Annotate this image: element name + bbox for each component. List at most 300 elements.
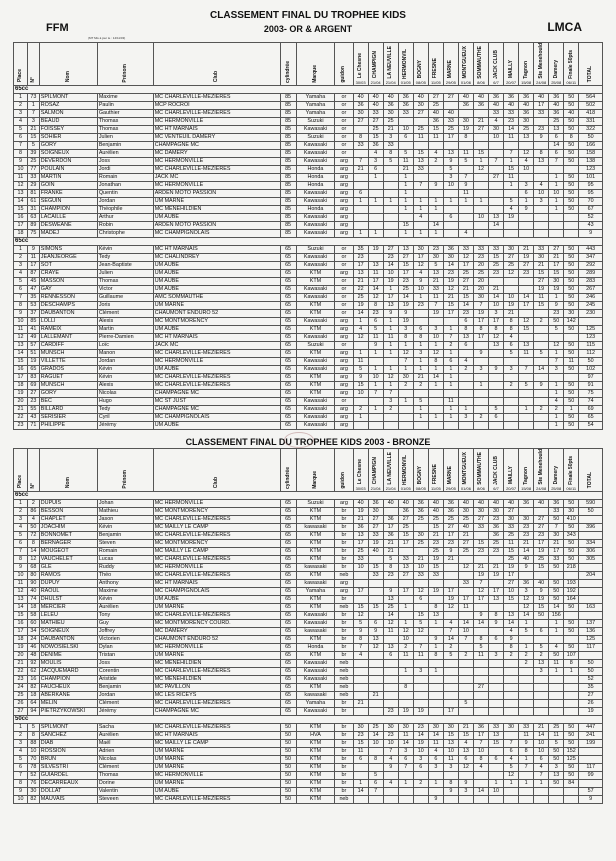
table-cell: 7	[458, 635, 473, 643]
table-cell: 23	[398, 277, 413, 285]
table-cell: DOLLAT	[39, 787, 97, 795]
table-cell: 15	[428, 523, 443, 531]
table-cell: Tedy	[97, 253, 153, 261]
table-cell	[458, 555, 473, 563]
table-cell: 1	[428, 205, 443, 213]
table-cell: 8	[368, 755, 383, 763]
table-cell: 46	[27, 643, 39, 651]
table-cell: 21	[519, 245, 534, 253]
table-cell	[489, 373, 504, 381]
table-cell: Thomas	[97, 277, 153, 285]
table-cell: SIMONS	[39, 245, 97, 253]
table-cell: Suzuki	[296, 245, 335, 253]
table-cell: 15	[368, 563, 383, 571]
table-cell: 107	[564, 651, 579, 659]
table-cell: 50	[564, 245, 579, 253]
table-cell: 19	[353, 507, 368, 515]
table-cell: DHULST	[39, 595, 97, 603]
table-cell: 27	[534, 523, 549, 531]
table-cell: Sacha	[97, 723, 153, 731]
table-cell: 50	[564, 381, 579, 389]
table-cell: 19	[14, 389, 28, 397]
table-cell: 23	[489, 269, 504, 277]
table-cell: 4	[353, 651, 368, 659]
table-cell: 36	[549, 93, 564, 101]
table-cell: 2	[14, 253, 28, 261]
table-cell: 23	[489, 515, 504, 523]
table-cell: 30	[473, 507, 488, 515]
table-cell	[519, 421, 534, 429]
table-cell: 8	[14, 301, 28, 309]
table-cell	[489, 675, 504, 683]
table-row	[14, 771, 603, 779]
table-cell	[564, 221, 579, 229]
table-row	[14, 659, 603, 667]
table-cell: 6	[413, 763, 428, 771]
table-cell: BILLARD	[39, 405, 97, 413]
table-cell: 12	[413, 261, 428, 269]
table-cell: 17	[353, 261, 368, 269]
table-cell: 15	[398, 261, 413, 269]
table-cell: 6	[458, 341, 473, 349]
table-cell	[504, 691, 519, 699]
table-cell: 12	[504, 771, 519, 779]
table-cell	[428, 627, 443, 635]
table-cell: 57	[579, 787, 603, 795]
table-cell: Christophe	[97, 229, 153, 237]
table-cell: or	[335, 93, 353, 101]
table-cell: 25	[504, 261, 519, 269]
table-cell: 1	[549, 667, 564, 675]
table-cell	[368, 587, 383, 595]
table-cell: Guillaume	[97, 293, 153, 301]
round-name: Finale 50pts	[567, 49, 574, 79]
table-cell	[473, 109, 488, 117]
table-cell: 14	[519, 611, 534, 619]
table-cell: 1	[383, 381, 398, 389]
table-cell	[504, 413, 519, 421]
table-cell: 50	[564, 643, 579, 651]
table-cell	[353, 173, 368, 181]
table-cell: 27	[504, 579, 519, 587]
table-cell: 21	[353, 165, 368, 173]
table-row	[14, 619, 603, 627]
table-cell: 306	[579, 547, 603, 555]
table-row	[14, 499, 603, 507]
table-cell: 10	[489, 133, 504, 141]
table-cell: 17	[383, 523, 398, 531]
table-cell: MC CHALINDREY	[153, 253, 280, 261]
table-cell: 9	[504, 635, 519, 643]
table-cell: 11	[504, 133, 519, 141]
table-cell	[458, 109, 473, 117]
table-cell: MAUVAIS	[39, 795, 97, 803]
table-cell: 7	[443, 627, 458, 635]
table-cell: Aurélien	[97, 603, 153, 611]
round-date: 15/08	[521, 485, 532, 491]
table-cell: 50	[564, 413, 579, 421]
table-cell: MC HERMONVILLE	[153, 157, 280, 165]
table-cell: 65	[280, 683, 296, 691]
table-cell: 49	[27, 333, 39, 341]
table-cell: 40	[368, 93, 383, 101]
table-cell	[458, 611, 473, 619]
table-cell	[534, 619, 549, 627]
round-name: Damery	[552, 60, 559, 79]
table-cell: 33	[458, 579, 473, 587]
round-name: MAILLY	[507, 466, 514, 485]
table-row	[14, 253, 603, 261]
table-cell	[383, 213, 398, 221]
table-cell: 17	[443, 309, 458, 317]
table-cell: 1	[353, 197, 368, 205]
table-cell	[504, 731, 519, 739]
table-row	[14, 515, 603, 523]
table-cell: UM AUBE	[153, 787, 280, 795]
table-cell: MC CHARLEVILLE-MEZIERES	[153, 515, 280, 523]
table-cell: 21	[549, 253, 564, 261]
table-cell: 4	[549, 397, 564, 405]
table-cell	[564, 699, 579, 707]
table-cell	[413, 683, 428, 691]
table-cell: RAGUET	[39, 373, 97, 381]
round-date: 6/7	[493, 79, 499, 85]
table-cell: 50	[549, 563, 564, 571]
table-cell: 2	[519, 659, 534, 667]
table-cell	[504, 285, 519, 293]
table-cell: 13	[14, 341, 28, 349]
table-cell: 1	[383, 317, 398, 325]
table-cell: 6	[519, 189, 534, 197]
table-cell: Kawasaki	[296, 285, 335, 293]
table-cell: 65	[280, 619, 296, 627]
table-cell: 50	[564, 173, 579, 181]
table-cell: 1	[353, 317, 368, 325]
table-cell	[458, 421, 473, 429]
table-cell	[353, 707, 368, 715]
table-cell: 21	[443, 555, 458, 563]
table-cell: 33	[428, 571, 443, 579]
table-cell: 12	[458, 253, 473, 261]
table-cell: Cyril	[97, 413, 153, 421]
table-cell: 1	[443, 197, 458, 205]
table-cell: 25	[27, 157, 39, 165]
table-cell: 21	[383, 125, 398, 133]
table-cell	[428, 397, 443, 405]
table-cell: 25	[458, 515, 473, 523]
table-cell: 21	[534, 723, 549, 731]
column-header	[153, 43, 280, 86]
table-cell: 25	[353, 293, 368, 301]
table-cell: 21	[473, 117, 488, 125]
table-cell: 50	[564, 293, 579, 301]
round-name: MARNE	[447, 466, 454, 485]
table-cell: 1	[368, 381, 383, 389]
table-cell	[473, 397, 488, 405]
round-date: 24/08	[536, 485, 547, 491]
table-cell: br	[335, 779, 353, 787]
table-cell: 23	[504, 117, 519, 125]
table-cell: 25	[504, 531, 519, 539]
table-cell	[519, 667, 534, 675]
table-cell	[383, 173, 398, 181]
table-cell: 65	[280, 389, 296, 397]
table-cell: br	[335, 787, 353, 795]
table-cell	[458, 587, 473, 595]
table-cell: 9	[458, 181, 473, 189]
table-cell: 30	[443, 723, 458, 731]
table-row	[14, 691, 603, 699]
table-cell: 13	[383, 301, 398, 309]
table-cell: 15	[353, 739, 368, 747]
column-header	[296, 43, 335, 86]
table-cell: 65	[280, 675, 296, 683]
table-cell: 6	[428, 755, 443, 763]
table-cell: Nicolas	[97, 389, 153, 397]
table-cell: 8	[428, 357, 443, 365]
table-cell: br	[335, 643, 353, 651]
table-cell: 21	[353, 277, 368, 285]
table-cell: Loïc	[97, 341, 153, 349]
table-cell: Kévin	[97, 365, 153, 373]
table-cell: neb	[335, 675, 353, 683]
table-cell: 14	[14, 603, 28, 611]
table-cell: 75	[27, 229, 39, 237]
round-date: 21/04	[370, 485, 381, 491]
table-cell	[549, 165, 564, 173]
table-cell: 1	[549, 413, 564, 421]
table-cell: 5	[14, 277, 28, 285]
table-cell	[504, 357, 519, 365]
table-cell: 8	[443, 779, 458, 787]
table-cell: 16	[14, 365, 28, 373]
table-cell	[353, 771, 368, 779]
table-cell: CARDIFF	[39, 341, 97, 349]
round-name: CHAMPIGN	[372, 457, 379, 485]
table-row	[14, 213, 603, 221]
table-cell: 11	[519, 349, 534, 357]
table-cell: 40	[383, 499, 398, 507]
table-cell: or	[335, 253, 353, 261]
table-cell	[428, 317, 443, 325]
table-cell: 3	[14, 515, 28, 523]
table-cell	[443, 771, 458, 779]
table-cell: 27	[368, 523, 383, 531]
table-cell: 7	[519, 763, 534, 771]
table-cell: 2	[14, 731, 28, 739]
table-cell	[579, 779, 603, 787]
table-cell: 65	[280, 421, 296, 429]
table-cell	[398, 389, 413, 397]
table-cell: Joss	[97, 659, 153, 667]
table-cell: VAUCHELET	[39, 555, 97, 563]
table-cell: 7	[353, 643, 368, 651]
table-cell: Suzuki	[296, 133, 335, 141]
round-date: 11/05	[430, 79, 441, 85]
table-cell: 4	[14, 747, 28, 755]
table-cell: 50	[564, 141, 579, 149]
table-cell: or	[335, 117, 353, 125]
table-cell: 267	[579, 285, 603, 293]
table-cell: arg	[335, 349, 353, 357]
table-cell	[413, 189, 428, 197]
table-cell: DAUBANTON	[39, 309, 97, 317]
table-cell: FAUCHEUX	[39, 683, 97, 691]
table-cell: Joffrey	[97, 627, 153, 635]
table-cell: 25	[413, 125, 428, 133]
table-cell: 19	[368, 245, 383, 253]
table-cell	[413, 635, 428, 643]
table-cell: Théophile	[97, 205, 153, 213]
table-cell: 84	[564, 779, 579, 787]
table-cell: 58	[27, 611, 39, 619]
table-cell: 14	[428, 731, 443, 739]
table-cell: 50	[579, 667, 603, 675]
table-cell: 81	[27, 189, 39, 197]
table-cell: 50	[564, 261, 579, 269]
table-cell: 19	[534, 547, 549, 555]
table-cell: 142	[564, 317, 579, 325]
table-cell: 30	[504, 245, 519, 253]
table-cell: 11	[368, 333, 383, 341]
round-date: 30/03	[355, 485, 366, 491]
table-cell: arg	[335, 579, 353, 587]
table-cell	[428, 659, 443, 667]
table-cell: 15	[443, 301, 458, 309]
table-cell: 1	[398, 397, 413, 405]
table-cell	[458, 213, 473, 221]
table-cell: 25	[368, 723, 383, 731]
table-cell	[519, 683, 534, 691]
table-cell: 33	[489, 723, 504, 731]
table-cell: 65	[280, 635, 296, 643]
table-cell: 7	[353, 157, 368, 165]
table-cell	[489, 691, 504, 699]
table-row	[14, 173, 603, 181]
table-cell: 43	[27, 413, 39, 421]
table-cell: 3	[443, 763, 458, 771]
table-cell: 15	[519, 325, 534, 333]
table-cell	[473, 675, 488, 683]
table-cell: 13	[353, 269, 368, 277]
table-cell: 9	[534, 587, 549, 595]
table-cell: 410	[564, 515, 579, 523]
table-cell: Aristide	[97, 675, 153, 683]
round-name: MAILLY	[507, 60, 514, 79]
table-cell	[383, 221, 398, 229]
table-cell: 14	[549, 603, 564, 611]
table-cell: 9	[383, 309, 398, 317]
table-row	[14, 421, 603, 429]
table-cell	[428, 421, 443, 429]
table-cell: 7	[413, 181, 428, 189]
table-cell: 23	[368, 309, 383, 317]
table-cell	[579, 587, 603, 595]
table-row	[14, 293, 603, 301]
table-cell: 23	[534, 125, 549, 133]
table-cell: 2	[398, 381, 413, 389]
table-cell	[579, 579, 603, 587]
table-cell: arg	[335, 173, 353, 181]
table-cell: 1	[398, 181, 413, 189]
table-cell: 40	[398, 499, 413, 507]
table-cell: 19	[579, 707, 603, 715]
table-cell: 1	[549, 181, 564, 189]
table-cell: UM MARNE	[153, 747, 280, 755]
table-cell: 36	[398, 101, 413, 109]
table-cell: 166	[579, 141, 603, 149]
table-cell: Suzuki	[296, 117, 335, 125]
table-cell: 1	[383, 325, 398, 333]
table-cell: 50	[564, 619, 579, 627]
table-cell: 19	[534, 595, 549, 603]
table-cell: SOIGNEUX	[39, 149, 97, 157]
table-cell: Honda	[296, 643, 335, 651]
table-cell: 5	[504, 197, 519, 205]
table-cell: 14	[519, 547, 534, 555]
table-cell: 36	[519, 499, 534, 507]
table-cell: 23	[413, 723, 428, 731]
table-cell: 40	[504, 101, 519, 109]
table-cell: MC CHARLEVILLE-MEZIERES	[153, 109, 280, 117]
table-cell: 25	[383, 603, 398, 611]
table-cell: 78	[27, 763, 39, 771]
table-cell: 65	[280, 373, 296, 381]
table-cell: 443	[579, 245, 603, 253]
table-cell: br	[335, 731, 353, 739]
table-cell: Julien	[97, 133, 153, 141]
table-cell: KTM	[296, 571, 335, 579]
table-cell: 8	[353, 133, 368, 141]
table-cell: 7	[413, 643, 428, 651]
table-row	[14, 699, 603, 707]
table-cell: 8	[14, 779, 28, 787]
table-cell: Kawasaki	[296, 293, 335, 301]
table-cell: 123	[579, 333, 603, 341]
table-cell	[428, 595, 443, 603]
table-row	[14, 189, 603, 197]
table-cell: 15	[413, 149, 428, 157]
table-cell	[504, 603, 519, 611]
table-cell: MC HERMONVILLE	[153, 563, 280, 571]
table-cell: 15	[534, 269, 549, 277]
table-cell: neb	[335, 603, 353, 611]
table-cell	[534, 205, 549, 213]
table-cell: 45	[27, 277, 39, 285]
table-cell: 85	[280, 109, 296, 117]
round-header	[383, 449, 398, 492]
table-cell	[504, 795, 519, 803]
table-cell: 22	[14, 667, 28, 675]
table-cell: MELIN	[39, 699, 97, 707]
table-cell	[398, 579, 413, 587]
table-row	[14, 683, 603, 691]
table-row	[14, 229, 603, 237]
table-cell: 1	[398, 341, 413, 349]
round-date: 24/08	[536, 79, 547, 85]
round-header	[549, 43, 564, 86]
table-cell: 23	[353, 731, 368, 739]
table-cell: 21	[14, 405, 28, 413]
table-cell: 40	[443, 109, 458, 117]
table-cell: 17	[383, 293, 398, 301]
table-cell: 30	[458, 117, 473, 125]
table-cell	[504, 221, 519, 229]
table-cell: 27	[549, 245, 564, 253]
table-cell: 65	[280, 611, 296, 619]
table-cell: 1	[549, 389, 564, 397]
table-cell: 1	[413, 341, 428, 349]
